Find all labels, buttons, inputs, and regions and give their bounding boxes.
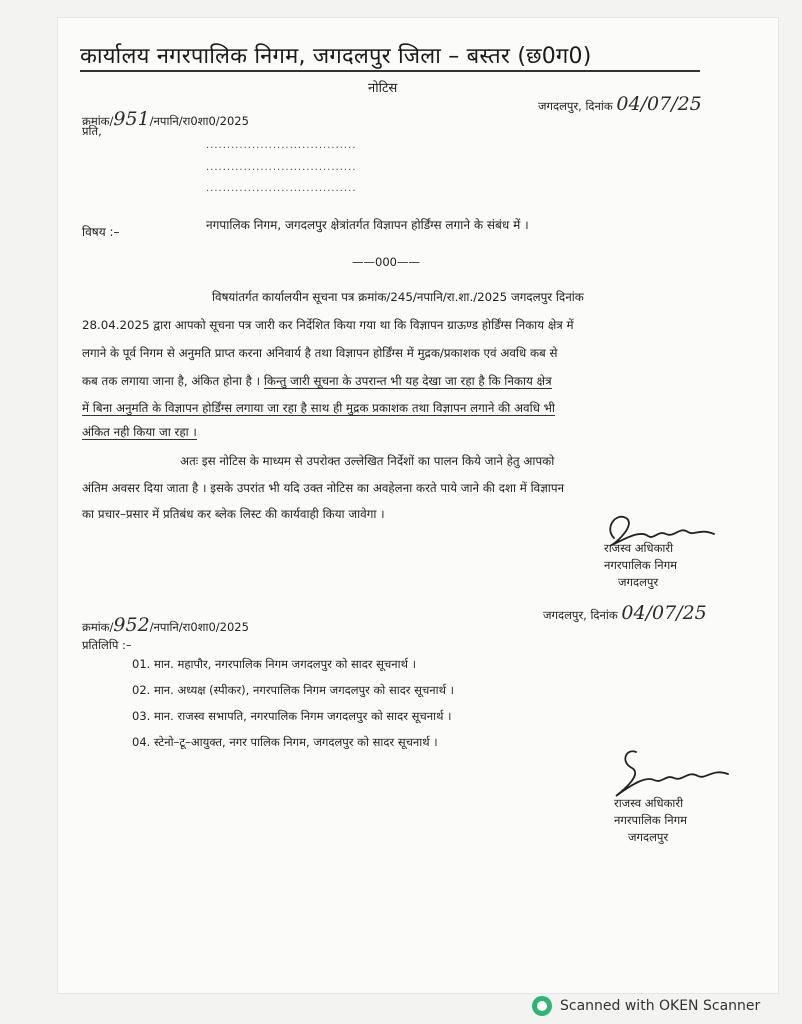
reference-number-handwritten: 952 — [113, 614, 150, 636]
date-handwritten: 04/07/25 — [621, 602, 707, 624]
reference-number-2: क्रमांक/952/नपानि/रा0शा0/2025 — [82, 614, 249, 636]
recipient-blank-line: .................................... — [206, 140, 357, 151]
recipient-blank-line: .................................... — [206, 162, 357, 173]
scanner-watermark — [532, 996, 760, 1016]
place-date-1: जगदलपुर, दिनांक 04/07/25 — [538, 93, 702, 115]
body-line: लगाने के पूर्व निगम से अनुमति प्राप्त करना अनिवार्य है तथा विज्ञापन होर्डिंग्स में मुद्रक/प्रकाशक एवं अवधि कब से — [82, 346, 558, 360]
notice-label: नोटिस — [368, 81, 398, 96]
copy-list-item: 04. स्टेनो–टू–आयुक्त, नगर पालिक निगम, जगदलपुर को सादर सूचनार्थ । — [132, 735, 438, 749]
body-line: 28.04.2025 द्वारा आपको सूचना पत्र जारी कर निर्देशित किया गया था कि विज्ञापन ग्राऊण्ड होर्डिंग्स निकाय क्षेत्र में — [82, 318, 574, 332]
oken-scanner-logo-icon — [532, 996, 552, 1016]
underlined-text: अंकित नही किया जा रहा । — [82, 425, 197, 439]
date-handwritten: 04/07/25 — [616, 93, 702, 115]
recipient-label: प्रति, — [82, 124, 102, 138]
underlined-text: में बिना अनुमति के विज्ञापन होर्डिंग्स लगाया जा रहा है साथ ही मुद्रक प्रकाशक तथा विज्ञापन लगाने की अवधि भी — [82, 401, 555, 415]
body-line — [82, 418, 197, 447]
title-underline — [80, 70, 700, 72]
copy-list-item: 03. मान. राजस्व सभापति, नगरपालिक निगम जगदलपुर को सादर सूचनार्थ । — [132, 709, 452, 723]
underlined-text: किन्तु जारी सूचना के उपरान्त भी यह देखा जा रहा है कि निकाय क्षेत्र — [263, 374, 552, 388]
scanner-watermark-text: Scanned with OKEN Scanner — [560, 998, 761, 1014]
body-line: का प्रचार–प्रसार में प्रतिबंध कर ब्लेक लिस्ट की कार्यवाही किया जावेगा । — [82, 507, 385, 521]
body-line: अतः इस नोटिस के माध्यम से उपरोक्त उल्लेखित निर्देशों का पालन किये जाने हेतु आपको — [180, 454, 555, 468]
copy-label: प्रतिलिपि :– — [82, 638, 132, 652]
separator: ——000—— — [352, 255, 420, 269]
body-line: अंतिम अवसर दिया जाता है । इसके उपरांत भी यदि उक्त नोटिस का अवहेलना करते पाये जाने की दशा में विज्ञापन — [82, 481, 565, 495]
office-title: कार्यालय नगरपालिक निगम, जगदलपुर जिला – बस्तर (छ0ग0) — [80, 44, 592, 69]
body-line: कब तक लगाया जाना है, अंकित होना है । किन्तु जारी सूचना के उपरान्त भी यह देखा जा रहा है कि निकाय क्षेत्र — [82, 374, 552, 388]
copy-list-item: 02. मान. अध्यक्ष (स्पीकर), नगरपालिक निगम जगदलपुर को सादर सूचनार्थ । — [132, 683, 454, 697]
place-date-2: जगदलपुर, दिनांक 04/07/25 — [543, 602, 707, 624]
subject-text: नगपालिक निगम, जगदलपुर क्षेत्रांतर्गत विज्ञापन होर्डिंग्स लगाने के संबंध में । — [206, 218, 529, 232]
reference-number-1: क्रमांक/951/नपानि/रा0शा0/2025 — [82, 108, 249, 130]
signature-block-2: राजस्व अधिकारी नगरपालिक निगम जगदलपुर — [614, 796, 688, 844]
signature-block-1: राजस्व अधिकारी नगरपालिक निगम जगदलपुर — [604, 541, 678, 589]
copy-list-item: 01. मान. महापौर, नगरपालिक निगम जगदलपुर को सादर सूचनार्थ । — [132, 657, 416, 671]
subject-label: विषय :– — [82, 225, 120, 239]
body-line: विषयांतर्गत कार्यालयीन सूचना पत्र क्रमांक/245/नपानि/रा.शा./2025 जगदलपुर दिनांक — [212, 290, 584, 304]
reference-number-handwritten: 951 — [113, 108, 150, 130]
recipient-blank-line: .................................... — [206, 183, 357, 194]
